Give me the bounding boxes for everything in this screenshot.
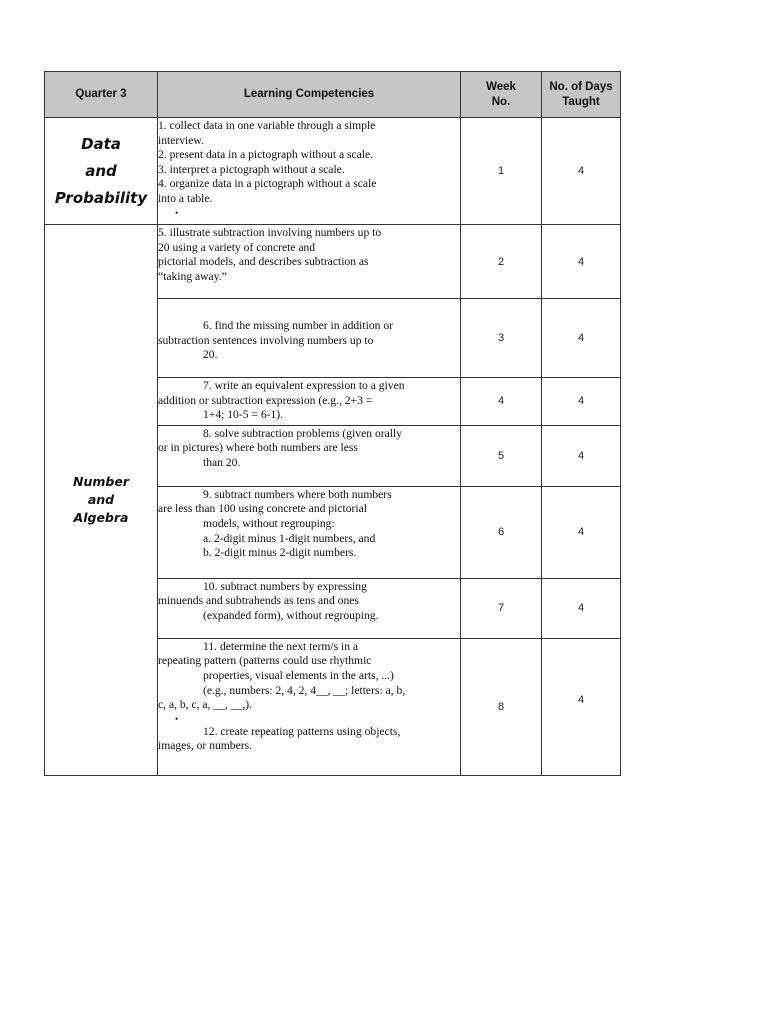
week-cell: 1 <box>461 118 542 225</box>
competency-line: 12. create repeating patterns using objects, <box>203 724 401 738</box>
competency-line: (expanded form), without regrouping. <box>203 608 379 622</box>
domain-word: Algebra <box>73 509 129 525</box>
competency-line: 1. collect data in one variable through a simple <box>158 119 376 132</box>
competency-line: c, a, b, c, a, __, __,). <box>158 698 253 712</box>
domain-word: Data <box>81 134 121 153</box>
competency-line: b. 2-digit minus 2-digit numbers. <box>203 546 357 560</box>
competency-line: 10. subtract numbers by expressing <box>203 579 367 593</box>
days-cell: 4 <box>542 425 621 486</box>
competency-line: 20 using a variety of concrete and <box>158 240 316 254</box>
days-cell: 4 <box>542 578 621 638</box>
competency-line: minuends and subtrahends as tens and ones <box>158 594 359 608</box>
bullet-mark: • <box>175 713 179 724</box>
competency-line: images, or numbers. <box>158 739 253 753</box>
competency-cell <box>158 299 461 378</box>
competency-line: (e.g., numbers: 2, 4, 2, 4__, __; letters: a, b, <box>203 683 406 697</box>
days-cell: 4 <box>542 299 621 378</box>
domain-word: Number <box>73 473 129 489</box>
days-cell: 4 <box>542 118 621 225</box>
competency-line: 3. interpret a pictograph without a scale. <box>158 162 345 176</box>
competency-cell <box>158 425 461 486</box>
header-days <box>542 72 621 118</box>
competency-line: into a table. <box>158 191 213 205</box>
table-row <box>45 225 621 299</box>
days-cell: 4 <box>542 225 621 299</box>
domain-number-algebra <box>45 225 158 776</box>
week-cell: 2 <box>461 225 542 299</box>
domain-word: and <box>87 491 115 507</box>
competency-line: pictorial models, and describes subtraction as <box>158 255 369 269</box>
competency-line: models, without regrouping: <box>203 516 335 530</box>
competency-line: 6. find the missing number in addition or <box>203 319 393 333</box>
competency-line: 20. <box>203 348 218 362</box>
header-competencies: Learning Competencies <box>158 72 461 118</box>
header-week-line1: Week <box>486 80 516 93</box>
days-cell: 4 <box>542 486 621 578</box>
days-cell: 4 <box>542 378 621 426</box>
competency-line: a. 2-digit minus 1-digit numbers, and <box>203 531 376 545</box>
competency-cell <box>158 225 461 299</box>
competency-line: 8. solve subtraction problems (given orally <box>203 426 402 440</box>
competency-line: subtraction sentences involving numbers up to <box>158 333 374 347</box>
competency-line: “taking away.” <box>158 269 227 283</box>
header-days-line1: No. of Days <box>549 80 613 93</box>
competency-cell <box>158 486 461 578</box>
header-days-line2: Taught <box>562 95 600 108</box>
week-cell: 3 <box>461 299 542 378</box>
header-quarter: Quarter 3 <box>45 72 158 118</box>
domain-word: and <box>85 161 117 180</box>
bullet-mark: • <box>175 207 179 218</box>
competency-line: properties, visual elements in the arts, ...) <box>203 668 394 682</box>
domain-word: Probability <box>54 188 148 207</box>
competency-cell <box>158 378 461 426</box>
competency-line: than 20. <box>203 455 241 469</box>
competency-line: 7. write an equivalent expression to a given <box>203 379 405 392</box>
domain-data-probability <box>45 118 158 225</box>
competency-line: 9. subtract numbers where both numbers <box>203 487 392 501</box>
competency-cell <box>158 638 461 775</box>
week-cell: 6 <box>461 486 542 578</box>
week-cell: 7 <box>461 578 542 638</box>
table-row <box>45 118 621 225</box>
competency-line: interview. <box>158 133 204 147</box>
competency-line: addition or subtraction expression (e.g., 2+3 = <box>158 393 373 407</box>
competency-line: or in pictures) where both numbers are less <box>158 441 358 455</box>
competency-line: 11. determine the next term/s in a <box>203 639 359 653</box>
header-week-line2: No. <box>491 95 511 108</box>
week-cell: 8 <box>461 638 542 775</box>
competency-line: 4. organize data in a pictograph without a scale <box>158 177 377 191</box>
competency-cell <box>158 578 461 638</box>
competency-table <box>44 71 621 776</box>
competency-line: 5. illustrate subtraction involving numbers up to <box>158 226 382 239</box>
header-week <box>461 72 542 118</box>
header-row <box>45 72 621 118</box>
competency-cell <box>158 118 461 225</box>
competency-line: repeating pattern (patterns could use rhythmic <box>158 654 372 668</box>
week-cell: 5 <box>461 425 542 486</box>
competency-line: 1+4; 10-5 = 6-1). <box>203 408 284 422</box>
competency-line: 2. present data in a pictograph without a scale. <box>158 148 374 162</box>
days-cell: 4 <box>542 638 621 775</box>
competency-line: are less than 100 using concrete and pictorial <box>158 502 367 516</box>
week-cell: 4 <box>461 378 542 426</box>
